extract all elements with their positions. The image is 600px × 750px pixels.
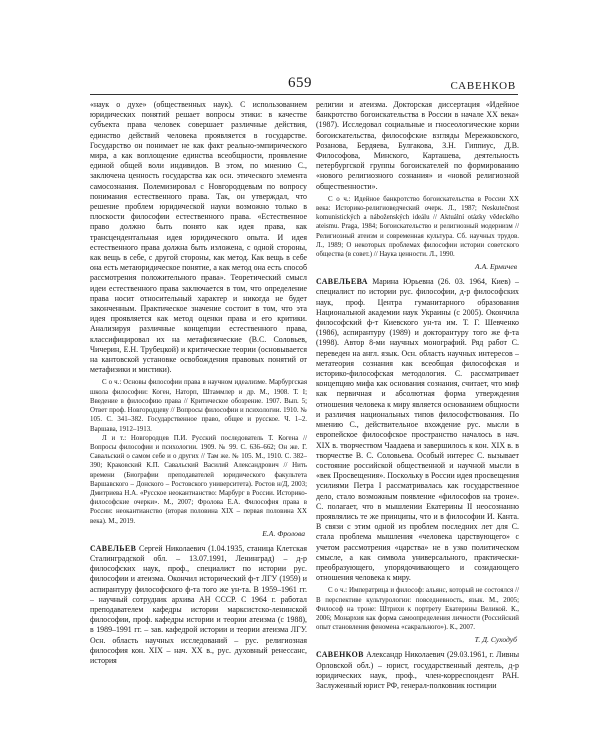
body-paragraph: религии и атеизма. Докторская диссертация «Идейное банкротство богоискательства в России в начале XX века» (1987). Исследовал социальные и гносеологические корни богоискательства, философские взгляды Мережковского, Розанова, Бердяева, Булгакова, З.Н. Гиппиус, Д.В. Философова, Минского, Карташева, деятельность петербургской группы богоискателей по формированию «нового религиозного сознания» и «новой религиозной общественности».: [316, 100, 519, 191]
entry-text: Сергей Николаевич (1.04.1935, станица Клетская Сталинградской обл. – 13.07.1991, Ленинград) – д-р философских наук, проф., специалист по истории рус. философии и атеизма. Окончил исторический ф-т ЛГУ (1959) и аспирантуру философского ф-та того же ун-та. В 1959–1961 гг. – научный сотрудник архива АН СССР. С 1964 г. работал преподавателем кафедры истории марксистско-ленинской философии, проф. кафедры истории и теории атеизма (с 1988), в 1989–1991 гг. – зав. кафедрой истории и теории атеизма ЛГУ. Осн. область научных исследований – рус. религиозная философия кон. XIX – нач. XX в., рус. духовный ренессанс, история: [90, 543, 307, 665]
running-head: САВЕНКОВ: [450, 80, 516, 92]
right-column: [316, 100, 519, 691]
entry-author: Е.А. Фролова: [262, 528, 305, 538]
body-paragraph: «наук о духе» (общественных наук). С использованием юридических понятий решает вопросы этики: в качестве субъекта права человек совершает различные действия, единство действий человека проявляется в государстве. Государство он понимает не как факт реально-эмпирического мира, а как воплощение единства всеобщности, проявление единой общей воли индивидов. В этом, по мнению С., заключена ценность государства как осн. этического элемента самосознания. Полемизировал с Новгородцевым по вопросу понимания естественного права. Так, он утверждал, что решение проблем юридической науки возможно только в плоскости философии естественного права. «Естественное право должно быть понято как идея права, как трансцендентальная идея юридического опыта. И идея естественного права должна быть изложена, с одной стороны, как вещь в себе, с другой стороны, как метод. Как вещь в себе она есть метаюридическое понятие, а как метод она есть способ рассмотрения положительного права». Теоретический смысл идеи естественного права заключается в том, что определение права носит относительный характер и никогда не будет законченным. Практическое значение состоит в том, что эта идея проявляется как метод оценки права и его критики. Анализируя различные концепции естественного права, классифицировал их на метафизические (В.С. Соловьев, Чичерин, Е.Н. Трубецкой) и критические теории (основывается на кантовской установке освобождения правовых понятий от метафизики и мистики).: [90, 100, 307, 375]
entry-text: Марина Юрьевна (26. 03. 1964, Киев) – специалист по истории рус. философии, д-р философских наук, проф. Центра гуманитарного образования Национальной академии наук Украины (с 2005). Окончила философский ф-т Киевского ун-та им. Т. Г. Шевченко (1986), аспирантуру (1989) и докторантуру того же ф-та (1998). Автор 8-ми научных монографий. Ряд работ С. переведен на англ. язык. Осн. область научных интересов – метатеория сознания как всеобщая философская и историко-философская методология. С. рассматривает концепцию мифа как основания сознания, считает, что миф как первичная и абсолютная форма утверждения отношения человека к миру является основанием общности и различия национальных типов философствования. По мнению С., действительное вхождение рус. мысли в европейское философское пространство началось в нач. XIX в. творчеством Чаадаева и завершилось к кон. XIX в. в творчестве В. С. Соловьева. Особый интерес С. вызывает состояние российской общественной и научной мысли в «век Просвещения». Поскольку в России идея просвещения усилиями Петра I рассматривалась как государственное дело, стало возможным появление «философов на троне». С. полагает, что в мышлении Екатерины II неосознанно проявлялись те же принципы, что и в философии И. Канта. В связи с этим одной из проблем последних лет для С. стала проблема мышления «человека царствующего» с учетом рассмотрения «царства» не в узко политическом смысле, а как символа универсального, практически-преобразующего, упорядочивающего и созидающего отношения человека к миру.: [316, 277, 519, 583]
literature-list: Л и т.: Новгородцев П.И. Русский последователь Т. Когена // Вопросы философии и психологии. 1909. № 99. С. 636–662; Он же. Г. Савальский о самом себе и о других // Там же. № 105. М., 1910. С. 382–390; Краковский К.П. Савальский Василий Александрович // Нить времени (Биографии преподавателей юридического факультета Варшавского – Донского – Ростовского университета). Ростов н/Д, 2003; Дмитриева Н.А. «Русское неокантианство: Марбург в России. Историко-философские очерки». М., 2007; Фролова Е.А. Философия права в России: неокантианство (вторая половина XIX – первая половина XX века). М., 2019.: [90, 434, 307, 525]
headword: САВЕНКОВ: [316, 650, 364, 660]
works-list: С о ч.: Идейное банкротство богоискательства в России XX века: Историко-религиоведческий очерк. Л., 1987; Neskutečnost komunistických a náboženských ideálu // Aktuální otázky vědeckého ateismu. Praga, 1984; Богоискательство и религиозный модернизм // Религиозный атеизм и современная культура. Сб. научных трудов. Л., 1989; О некоторых проблемах философии истории советского общества (в совет.) // Наука ценности. Л., 1990.: [316, 195, 519, 259]
entry-savenkov: [316, 650, 519, 691]
header-rule: [90, 94, 518, 95]
works-list: С о ч.: Императрица и философ: альянс, который не состоялся // В перспективе культурологии: повседневность, язык. М., 2005; Философ на троне: Штрихи к портрету Екатерины Великой. К., 2006; Монархия как форма самоопределения личности (Российский опыт становления феномена «сакрального»). К., 2007.: [316, 587, 519, 632]
page-header: [0, 0, 600, 92]
left-column: [90, 100, 307, 666]
page-number: 659: [288, 75, 312, 91]
entry-saveliev: [90, 544, 307, 666]
entry-savelieva: [316, 277, 519, 583]
entry-text: Александр Николаевич (29.03.1961, г. Ливны Орловской обл.) – юрист, государственный деятель, д-р юридических наук, проф., член-корреспондент РАН. Заслуженный юрист РФ, генерал-полковник юстиции: [316, 650, 519, 690]
entry-author: А.А. Ермичев: [475, 262, 517, 272]
works-list: С о ч.: Основы философии права в научном идеализме. Марбургская школа философии: Коген, Наторп, Штаммлер и др. М., 1908. Т. I; Введение в философию права // Критическое обозрение. 1907. Вып. 5; Ответ проф. Новгородцеву // Вопросы философии и психологии. 1910. № 105. С. 341–382. Государственное право, общее и русское. Ч. 1–2. Варшава, 1912–1913.: [90, 379, 307, 433]
entry-author: Т. Д. Суходуб: [474, 635, 517, 645]
headword: САВЕЛЬЕВА: [316, 277, 368, 287]
headword: САВЕЛЬЕВ: [90, 543, 137, 553]
